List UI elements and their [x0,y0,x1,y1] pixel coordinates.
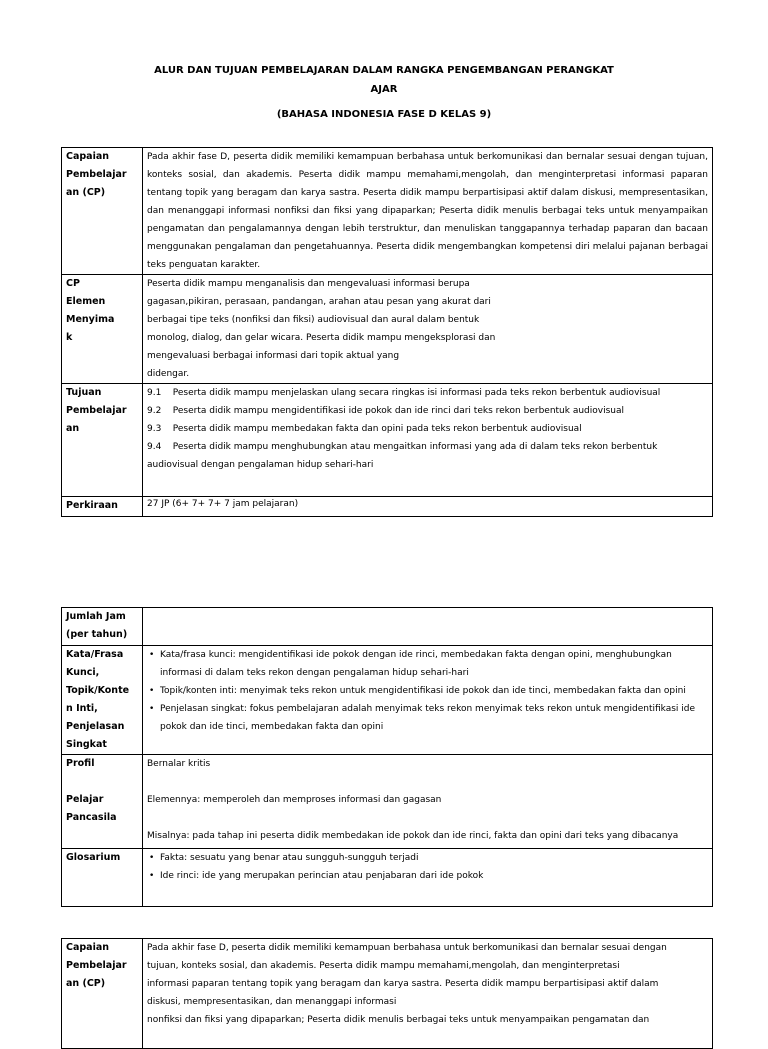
text-line: informasi paparan tentang topik yang beragam dan karya sastra. Peserta didik mampu berpartisipasi aktif dalam [147,979,659,989]
text-line: tujuan, konteks sosial, dan akademis. Peserta didik mampu memahami,mengolah, dan menginterpretasi [147,961,620,971]
table-cp-tujuan [61,147,713,517]
label-line: Kata/Frasa [66,649,124,660]
label-line: Pembelajar [66,960,127,971]
label-line: Elemen [66,296,106,307]
cp-text: Pada akhir fase D, peserta didik memiliki kemampuan berbahasa untuk berkomunikasi dan bernalar sesuai dengan tujuan, konteks sosial, dan akademis. Peserta didik mampu memahami,mengolah, dan menginterpretasi informasi paparan tentang topik yang beragam dan karya sastra. Peserta didik mampu berpartisipasi aktif dalam diskusi, mempresentasikan, dan menanggapi informasi nonfiksi dan fiksi yang dipaparkan; Peserta didik menulis berbagai teks untuk menyampaikan pengamatan dan pengalamannya dengan lebih terstruktur, dan menuliskan tanggapannya terhadap paparan dan bacaan menggunakan pengalaman dan pengetahuannya. Peserta didik mengembangkan kompetensi diri melalui pajanan berbagai teks penguatan karakter. [143,148,713,275]
tujuan-text: Peserta didik mampu menghubungkan atau mengaitkan informasi yang ada di dalam teks rekon berbentuk audiovisual dengan pengalaman hidup sehari-hari [147,442,658,470]
label-line: CP [66,278,80,289]
label-line: Singkat [66,739,107,750]
label-line: Penjelasan [66,721,125,732]
text-line: mengevaluasi berbagai informasi dari topik aktual yang [147,351,400,361]
label-glosarium: Glosarium [62,849,143,907]
label-line: Kunci, [66,667,100,678]
table-row-kata-kunci [62,646,713,755]
jumlah-jam-value [143,608,713,646]
label-line: Pembelajar [66,405,127,416]
table-profil-glosarium [61,607,713,907]
label-line: Menyima [66,314,115,325]
label-line: an [66,423,80,434]
list-item: • Penjelasan singkat: fokus pembelajaran adalah menyimak teks rekon menyimak teks rekon untuk mengidentifikasi ide pokok dan ide tinci, membedakan fakta dan opini [160,700,708,736]
kata-kunci-list [143,646,713,755]
profil-example: Misalnya: pada tahap ini peserta didik membedakan ide pokok dan ide rinci, fakta dan opini dari teks yang dibacanya [147,831,679,841]
table-row-tujuan [62,384,713,497]
tujuan-text: Peserta didik mampu menjelaskan ulang secara ringkas isi informasi pada teks rekon berbentuk audiovisual [172,388,661,398]
label-line: an (CP) [66,187,106,198]
tujuan-number: 9.4 [147,442,162,452]
label-capaian-pembelajaran [62,939,143,1049]
table-row-cp [62,939,713,1049]
tujuan-number: 9.2 [147,406,162,416]
label-line: k [66,332,73,343]
text-line: nonfiksi dan fiksi yang dipaparkan; Peserta didik menulis berbagai teks untuk menyampaikan pengamatan dan [147,1015,650,1025]
label-line: Capaian [66,151,110,162]
tujuan-item [147,438,708,474]
text-line: Pada akhir fase D, peserta didik memiliki kemampuan berbahasa untuk berkomunikasi dan bernalar sesuai dengan [147,943,667,953]
document-title-line2: AJAR [370,84,398,95]
table-row-profil [62,755,713,849]
text-line: diskusi, mempresentasikan, dan menanggapi informasi [147,997,397,1007]
label-line: Tujuan [66,387,102,398]
label-cp-elemen [62,275,143,384]
label-line: (per tahun) [66,629,128,640]
label-line: Capaian [66,942,110,953]
text-line: Peserta didik mampu menganalisis dan mengevaluasi informasi berupa [147,279,470,289]
table-row-perkiraan [62,497,713,517]
list-item: • Ide rinci: ide yang merupakan perincian atau penjabaran dari ide pokok [160,867,708,885]
label-tujuan-pembelajaran [62,384,143,497]
label-line [66,773,138,791]
label-line: Pembelajar [66,169,127,180]
table-cp-repeat [61,938,713,1049]
list-item: • Fakta: sesuatu yang benar atau sungguh-sungguh terjadi [160,849,708,867]
document-title-line1: ALUR DAN TUJUAN PEMBELAJARAN DALAM RANGKA PENGEMBANGAN PERANGKAT [154,65,614,76]
table-row-glosarium [62,849,713,907]
tujuan-list [143,384,713,497]
label-kata-kunci [62,646,143,755]
document-subtitle: (BAHASA INDONESIA FASE D KELAS 9) [276,109,492,120]
elemen-text [143,275,713,384]
list-item: • Kata/frasa kunci: mengidentifikasi ide pokok dengan ide rinci, membedakan fakta dengan opini, menghubungkan informasi di dalam teks rekon dengan pengalaman hidup sehari-hari [160,646,708,682]
tujuan-item [147,384,708,402]
text-line: gagasan,pikiran, perasaan, pandangan, arahan atau pesan yang akurat dari [147,297,491,307]
text-line: monolog, dialog, dan gelar wicara. Peserta didik mampu mengeksplorasi dan [147,333,496,343]
text-line: berbagai tipe teks (nonfiksi dan fiksi) audiovisual dan aural dalam bentuk [147,315,480,325]
spacer [147,809,708,827]
label-line: Profil [66,758,95,769]
tujuan-text: Peserta didik mampu membedakan fakta dan opini pada teks rekon berbentuk audiovisual [172,424,582,434]
label-perkiraan: Perkiraan [62,497,143,517]
label-capaian-pembelajaran [62,148,143,275]
perkiraan-text: 27 JP (6+ 7+ 7+ 7 jam pelajaran) [143,497,713,517]
label-line: Topik/Konte [66,685,130,696]
tujuan-item [147,402,708,420]
glosarium-list [143,849,713,907]
table-row-cp [62,148,713,275]
tujuan-number: 9.1 [147,388,162,398]
table-row-elemen [62,275,713,384]
tujuan-text: Peserta didik mampu mengidentifikasi ide pokok dan ide rinci dari teks rekon berbentuk audiovisual [172,406,624,416]
tujuan-item [147,420,708,438]
label-jumlah-jam [62,608,143,646]
list-item: • Topik/konten inti: menyimak teks rekon untuk mengidentifikasi ide pokok dan ide tinci, membedakan fakta dan opini [160,682,708,700]
label-line: an (CP) [66,978,106,989]
profil-elemen: Elemennya: memperoleh dan memproses informasi dan gagasan [147,795,442,805]
tujuan-number: 9.3 [147,424,162,434]
label-line: n Inti, [66,703,98,714]
table-row-jumlah-jam [62,608,713,646]
label-line: Pancasila [66,812,117,823]
cp-text [143,939,713,1049]
profil-dimension: Bernalar kritis [147,759,211,769]
label-line: Pelajar [66,794,104,805]
text-line: didengar. [147,369,190,379]
label-line: Jumlah Jam [66,611,126,622]
label-profil-pelajar-pancasila [62,755,143,849]
spacer [147,773,708,791]
profil-text [143,755,713,849]
